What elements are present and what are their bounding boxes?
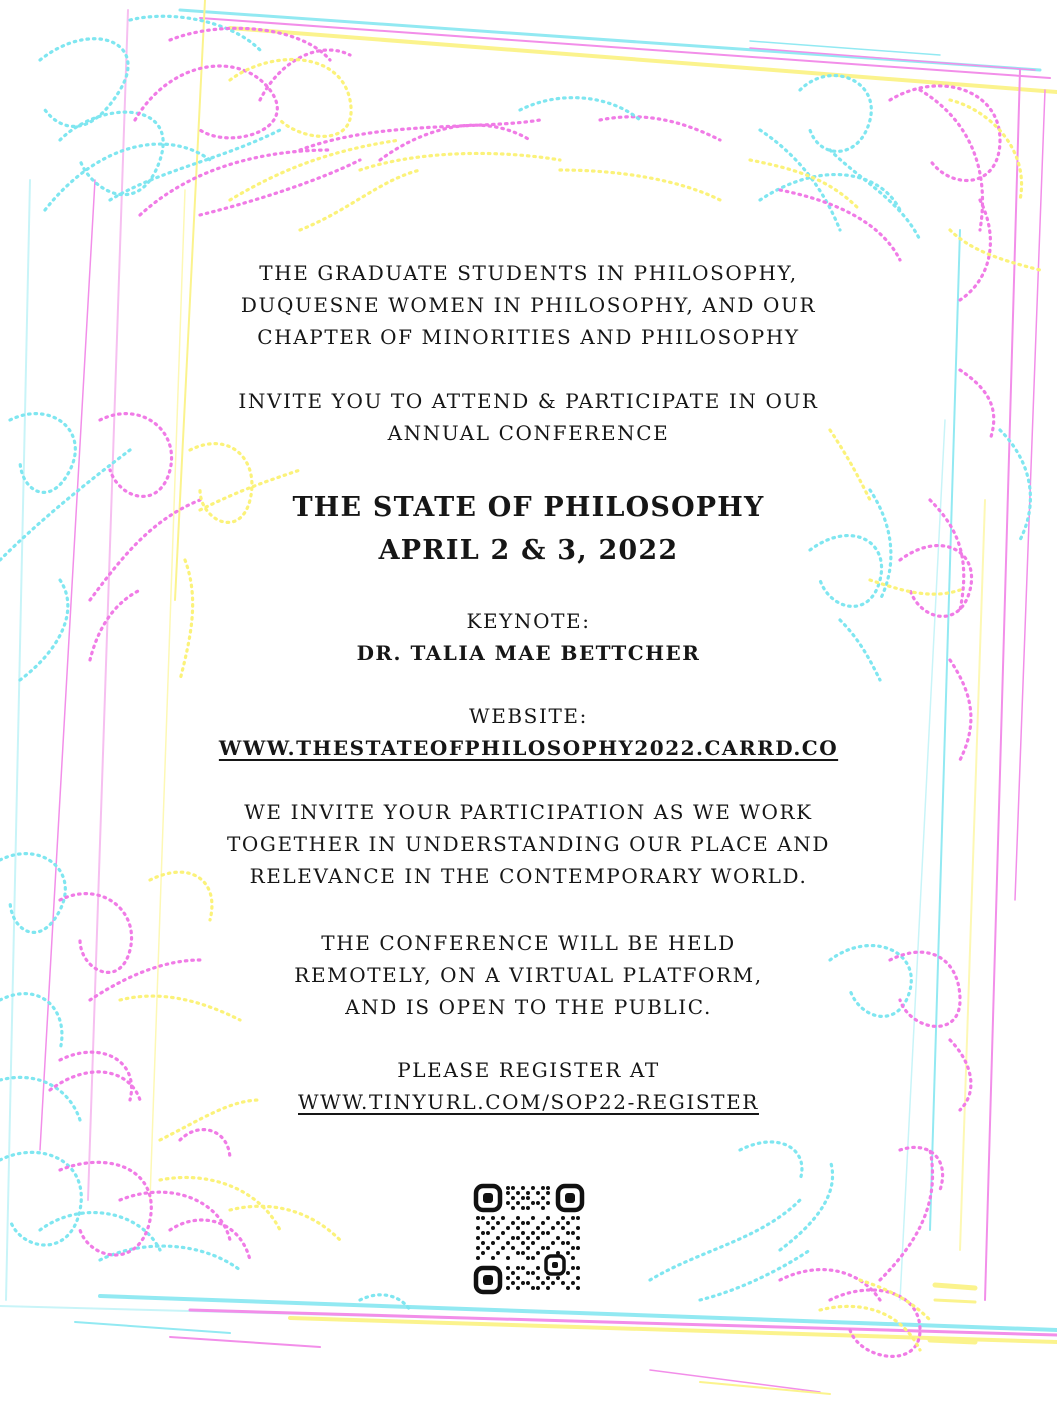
format-line: REMOTELY, ON A VIRTUAL PLATFORM, — [294, 963, 763, 987]
participation-line: RELEVANCE IN THE CONTEMPORARY WORLD. — [249, 864, 808, 888]
website-link[interactable]: WWW.THESTATEOFPHILOSOPHY2022.CARRD.CO — [218, 736, 839, 760]
conference-dates: APRIL 2 & 3, 2022 — [378, 535, 679, 566]
participation-line: TOGETHER IN UNDERSTANDING OUR PLACE AND — [226, 832, 831, 856]
participation-line: WE INVITE YOUR PARTICIPATION AS WE WORK — [244, 800, 813, 824]
hosts-paragraph — [0, 257, 1057, 353]
conference-title: THE STATE OF PHILOSOPHY — [292, 492, 765, 523]
keynote-speaker: DR. TALIA MAE BETTCHER — [356, 641, 701, 665]
hosts-line: THE GRADUATE STUDENTS IN PHILOSOPHY, — [259, 261, 798, 285]
hosts-line: DUQUESNE WOMEN IN PHILOSOPHY, AND OUR — [240, 293, 817, 317]
keynote-section — [0, 605, 1057, 669]
register-section — [0, 1054, 1057, 1118]
format-line: THE CONFERENCE WILL BE HELD — [321, 931, 736, 955]
qr-code-icon[interactable] — [473, 1183, 585, 1295]
invite-line: ANNUAL CONFERENCE — [387, 421, 670, 445]
participation-paragraph — [0, 796, 1057, 892]
website-section — [0, 700, 1057, 764]
register-link[interactable]: WWW.TINYURL.COM/SOP22-REGISTER — [298, 1090, 759, 1114]
format-paragraph — [0, 927, 1057, 1023]
invite-line: INVITE YOU TO ATTEND & PARTICIPATE IN OUR — [238, 389, 819, 413]
register-label: PLEASE REGISTER AT — [397, 1058, 660, 1082]
invite-paragraph — [0, 385, 1057, 449]
conference-heading — [0, 486, 1057, 572]
hosts-line: CHAPTER OF MINORITIES AND PHILOSOPHY — [257, 325, 800, 349]
keynote-label: KEYNOTE: — [466, 609, 591, 633]
website-label: WEBSITE: — [469, 704, 588, 728]
format-line: AND IS OPEN TO THE PUBLIC. — [345, 995, 712, 1019]
